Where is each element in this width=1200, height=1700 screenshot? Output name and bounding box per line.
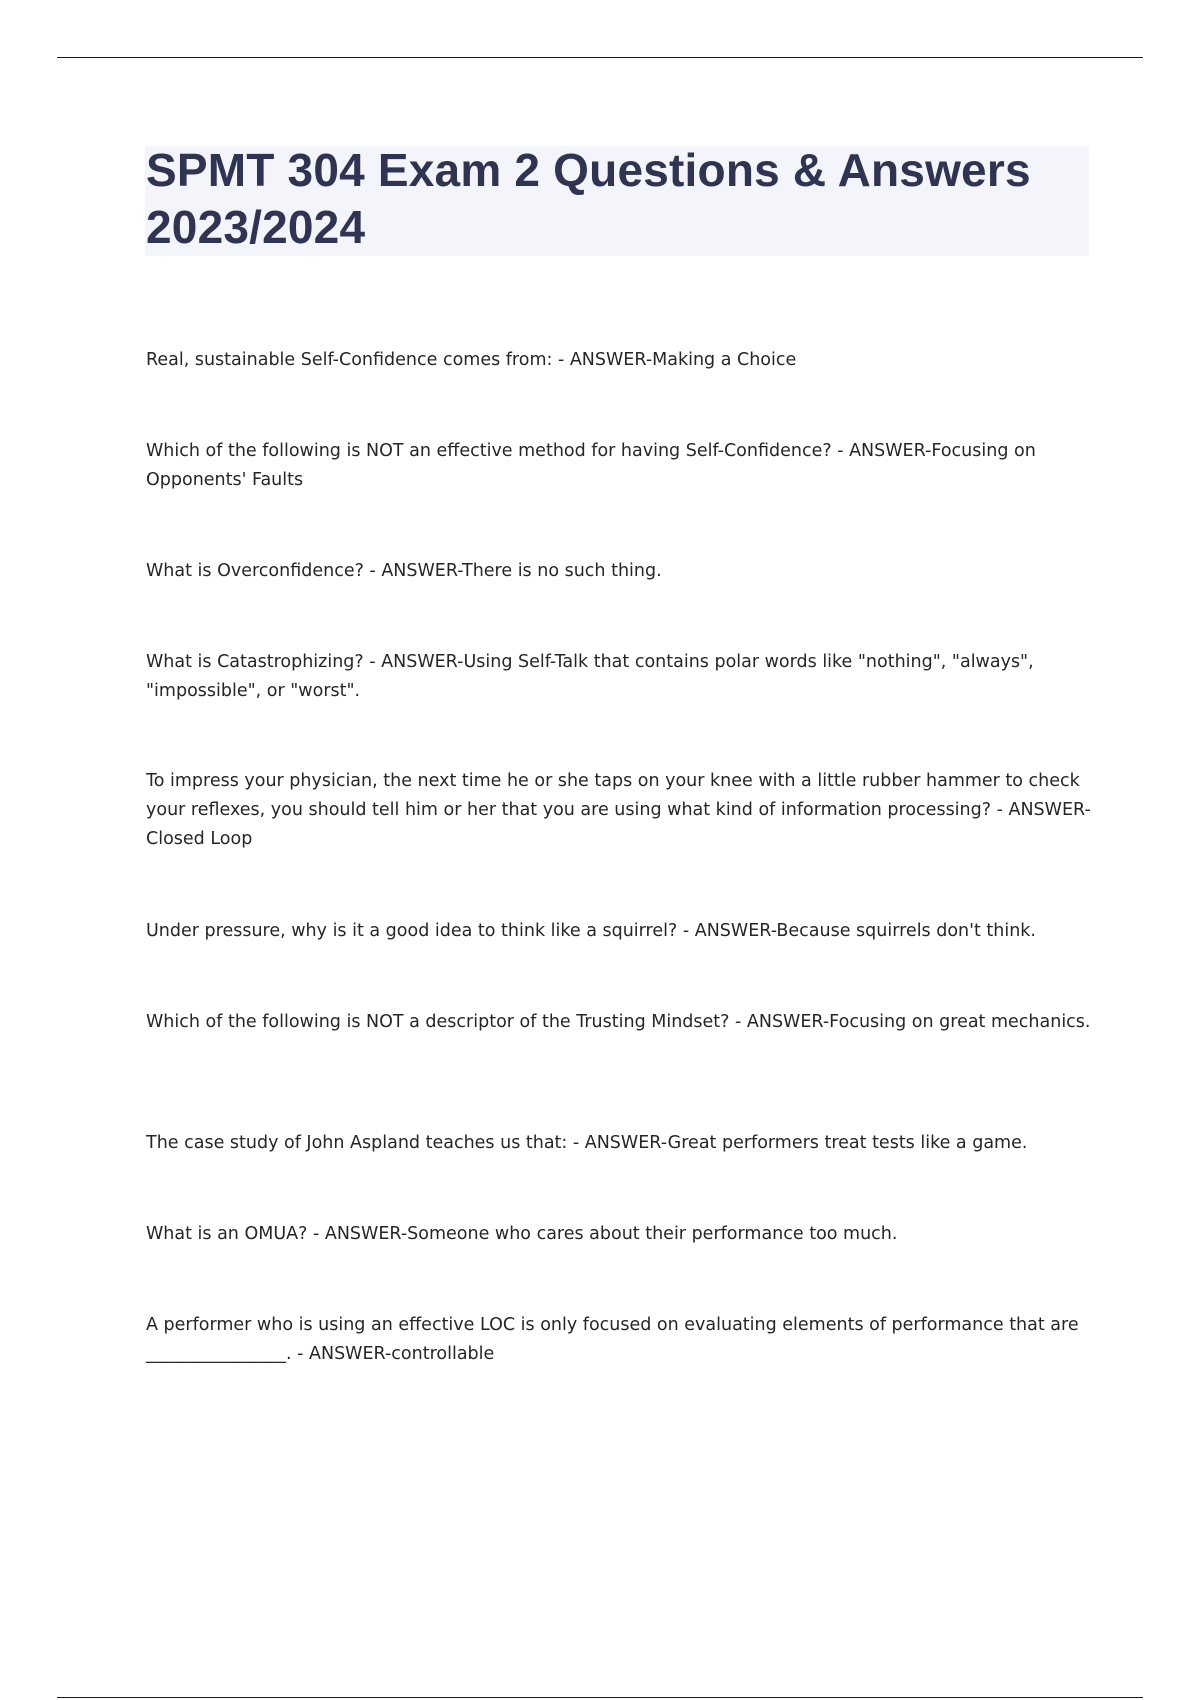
qa-item-9: What is an OMUA? - ANSWER-Someone who cares about their performance too much. [146, 1224, 898, 1244]
header-rule [57, 57, 1143, 58]
document-title: SPMT 304 Exam 2 Questions & Answers 2023/2024 [146, 144, 1031, 253]
qa-item-5: To impress your physician, the next time he or she taps on your knee with a little rubber hammer to check your reflexes, you should tell him or her that you are using what kind of information processing? - ANSWER-Closed Loop [146, 771, 1091, 849]
qa-item-6: Under pressure, why is it a good idea to think like a squirrel? - ANSWER-Because squirrels don't think. [146, 921, 1036, 941]
qa-item-7: Which of the following is NOT a descriptor of the Trusting Mindset? - ANSWER-Focusing on great mechanics. [146, 1012, 1091, 1032]
qa-item-2: Which of the following is NOT an effective method for having Self-Confidence? - ANSWER-Focusing on Opponents' Faults [146, 441, 1036, 490]
footer-rule [57, 1697, 1143, 1698]
qa-item-1: Real, sustainable Self-Confidence comes from: - ANSWER-Making a Choice [146, 350, 797, 370]
qa-item-3: What is Overconfidence? - ANSWER-There is no such thing. [146, 561, 662, 581]
qa-item-4: What is Catastrophizing? - ANSWER-Using Self-Talk that contains polar words like "nothing", "always", "impossible", or "worst". [146, 652, 1034, 701]
qa-item-10: A performer who is using an effective LOC is only focused on evaluating elements of performance that are ________________. - ANSWER-controllable [146, 1315, 1079, 1364]
qa-item-8: The case study of John Aspland teaches us that: - ANSWER-Great performers treat tests like a game. [146, 1133, 1028, 1153]
